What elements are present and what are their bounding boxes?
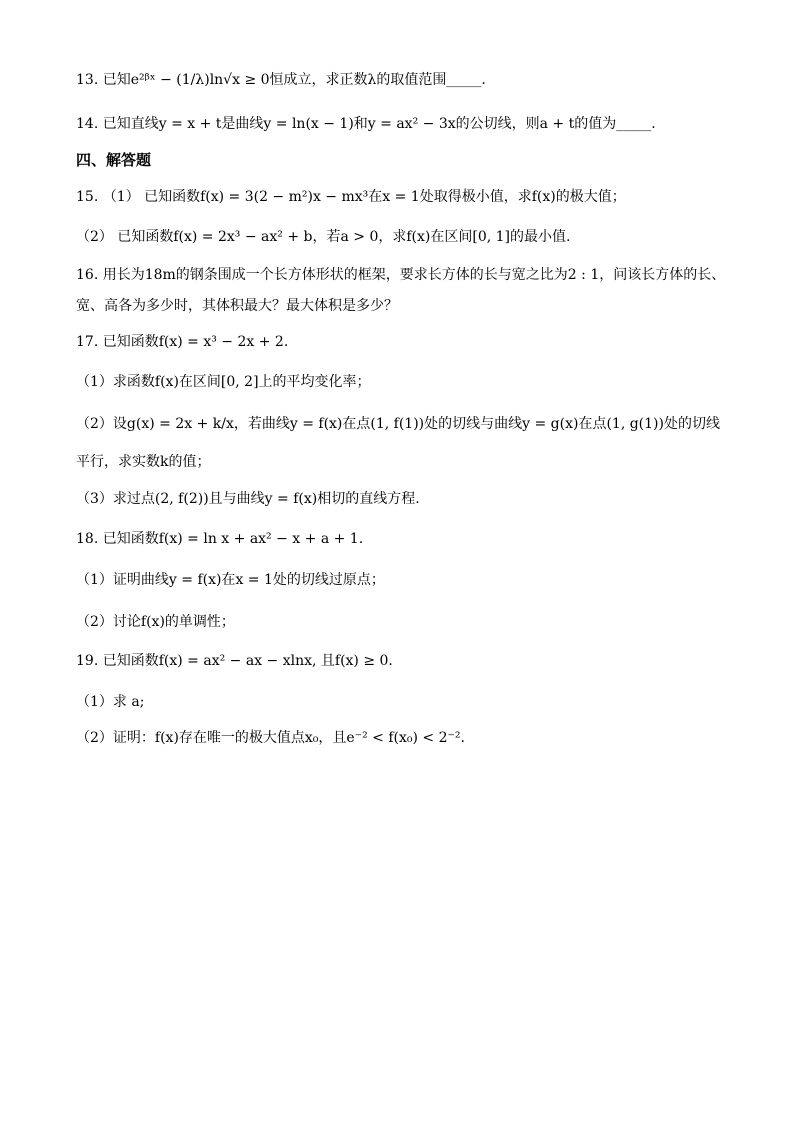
question-19: 19. 已知函数f(x) = ax² − ax − xlnx, 且f(x) ≥ 0.	[76, 653, 393, 669]
section-heading-answers: 四、解答题	[76, 151, 152, 169]
question-19-part-2: （2）证明：f(x)存在唯一的极大值点x₀，且e⁻² < f(x₀) < 2⁻².	[76, 730, 465, 746]
question-18-part-1: （1）证明曲线y = f(x)在x = 1处的切线过原点；	[76, 572, 385, 588]
question-17: 17. 已知函数f(x) = x³ − 2x + 2.	[76, 334, 289, 350]
question-13: 13. 已知e²ᵝˣ − (1/λ)ln√x ≥ 0恒成立，求正数λ的取值范围_____.	[76, 72, 486, 88]
question-17-part-3: （3）求过点(2, f(2))且与曲线y = f(x)相切的直线方程.	[76, 491, 420, 507]
question-19-part-1: （1）求 a;	[76, 694, 145, 710]
question-17-part-1: （1）求函数f(x)在区间[0, 2]上的平均变化率；	[76, 374, 371, 390]
question-17-part-2-line-2: 平行，求实数k的值；	[76, 454, 211, 470]
question-18: 18. 已知函数f(x) = ln x + ax² − x + a + 1.	[76, 531, 364, 547]
question-14: 14. 已知直线y = x + t是曲线y = ln(x − 1)和y = ax² − 3x的公切线，则a + t的值为_____.	[76, 116, 656, 132]
question-15-part-2: （2） 已知函数f(x) = 2x³ − ax² + b，若a > 0，求f(x)在区间[0, 1]的最小值.	[76, 229, 571, 245]
question-18-part-2: （2）讨论f(x)的单调性；	[76, 614, 235, 630]
question-16-line-2: 宽、高各为多少时，其体积最大？最大体积是多少？	[76, 298, 398, 314]
question-15-part-1: 15. （1） 已知函数f(x) = 3(2 − m²)x − mx³在x = 1处取得极小值，求f(x)的极大值；	[76, 189, 626, 205]
question-17-part-2-line-1: （2）设g(x) = 2x + k/x，若曲线y = f(x)在点(1, f(1))处的切线与曲线y = g(x)在点(1, g(1))处的切线	[76, 416, 720, 432]
question-16-line-1: 16. 用长为18m的钢条围成一个长方体形状的框架，要求长方体的长与宽之比为2 : 1，问该长方体的长、	[76, 267, 726, 283]
